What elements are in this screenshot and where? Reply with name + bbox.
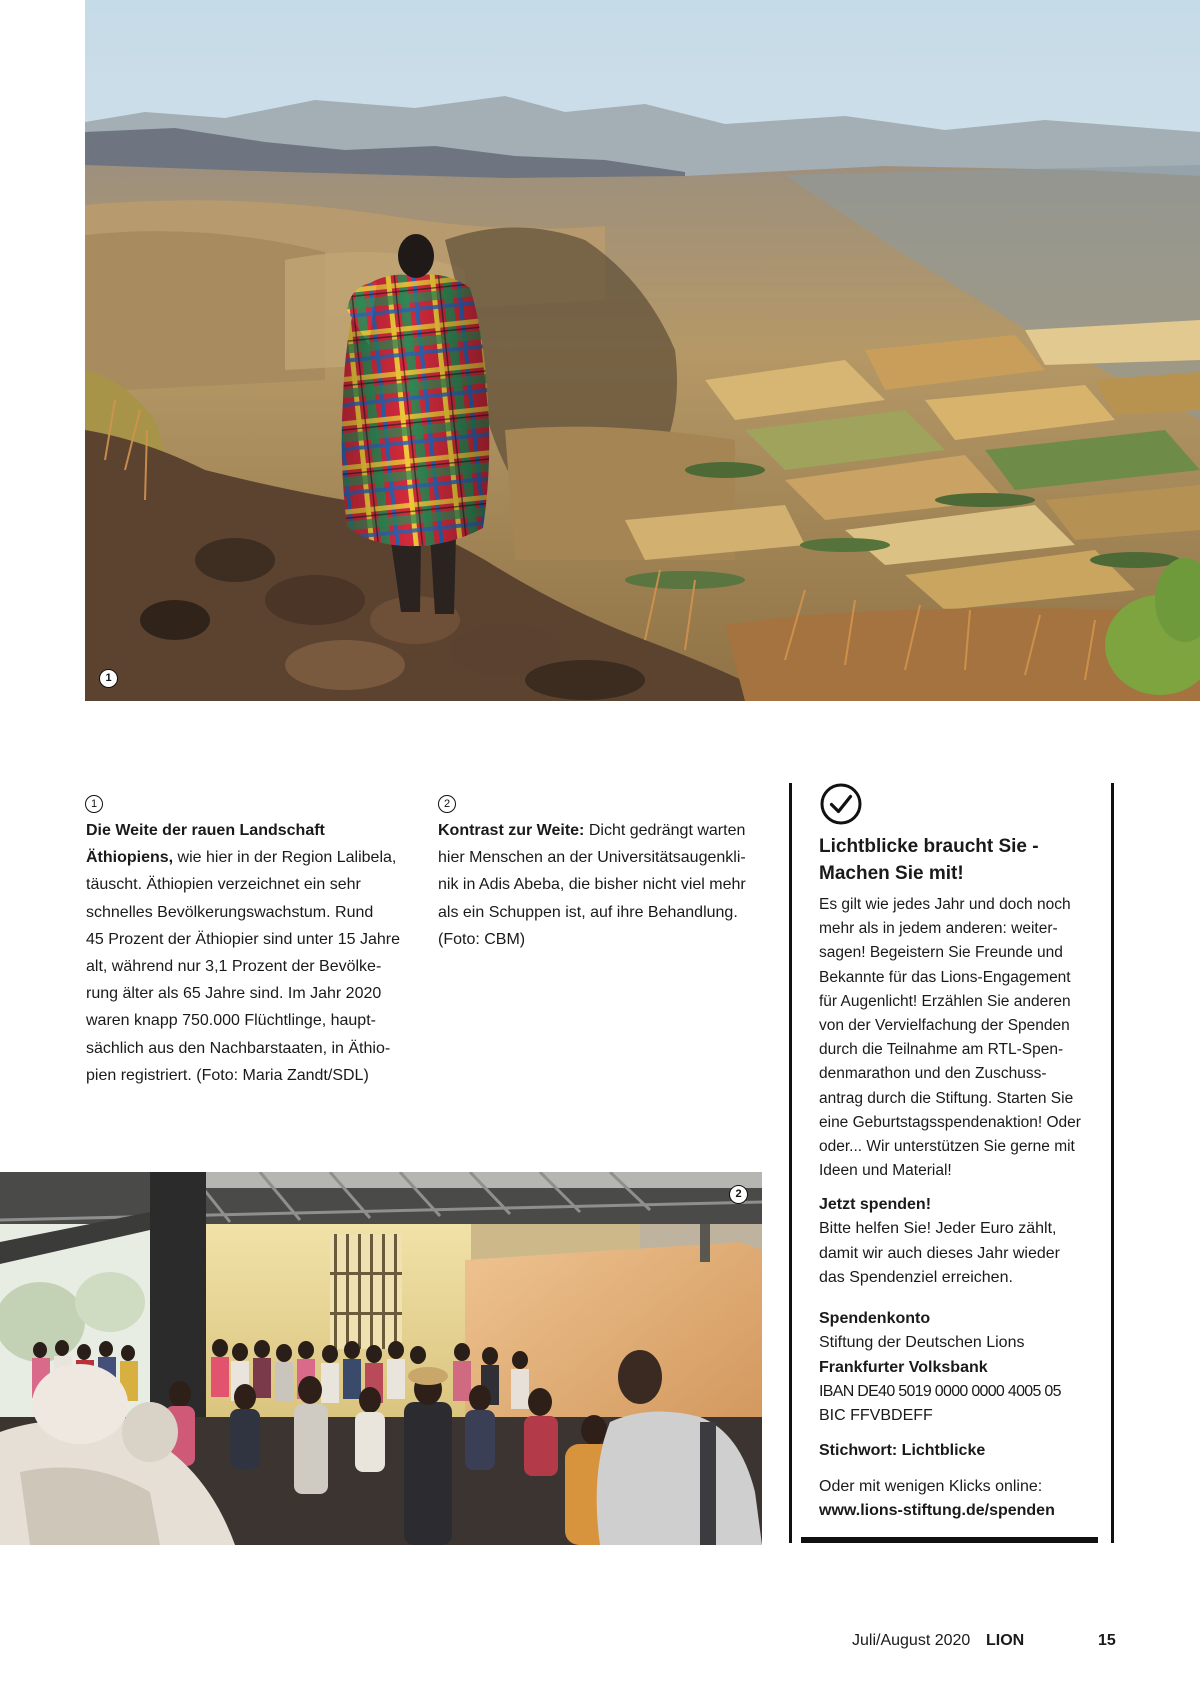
donate-call-to-action xyxy=(819,1193,1060,1290)
caption-1-line: rung älter als 65 Jahre sind. Im Jahr 2020 xyxy=(86,985,382,1003)
caption-2-line: nik in Adis Abeba, die bisher nicht viel mehr xyxy=(438,876,746,894)
bank-account-details xyxy=(819,1307,1061,1428)
box-heading xyxy=(819,833,1039,887)
box-heading-line: Machen Sie mit! xyxy=(819,863,964,884)
bank-name: Frankfurter Volksbank xyxy=(819,1358,988,1376)
online-label: Oder mit wenigen Klicks online: xyxy=(819,1478,1043,1495)
caption-1-lead-word: Äthiopiens, xyxy=(86,849,174,867)
box-body-line: mehr als in jedem anderen: weiter- xyxy=(819,920,1058,938)
box-body-line: Es gilt wie jedes Jahr und doch noch xyxy=(819,896,1071,913)
cta-line: das Spendenziel erreichen. xyxy=(819,1268,1013,1286)
caption-1-lead-line: Die Weite der rauen Landschaft xyxy=(86,822,325,839)
box-left-rule xyxy=(789,783,792,1543)
caption-1-text: wie hier in der Region Lalibela, xyxy=(173,849,397,867)
box-body-line: oder... Wir unterstützen Sie gerne mit xyxy=(819,1137,1075,1155)
box-body-line: antrag durch die Stiftung. Starten Sie xyxy=(819,1089,1074,1107)
iban: IBAN DE40 5019 0000 0000 4005 05 xyxy=(819,1382,1061,1400)
account-holder: Stiftung der Deutschen Lions xyxy=(819,1334,1025,1352)
caption-1-line: 45 Prozent der Äthiopier sind unter 15 Jahre xyxy=(86,930,400,948)
box-body-line: für Augenlicht! Erzählen Sie anderen xyxy=(819,992,1071,1010)
caption-2-line xyxy=(438,817,746,844)
caption-2 xyxy=(438,817,746,953)
cta-line: damit wir auch dieses Jahr wieder xyxy=(819,1244,1060,1262)
caption-1-line: pien registriert. (Foto: Maria Zandt/SDL) xyxy=(86,1066,369,1084)
box-bottom-bar xyxy=(801,1537,1098,1543)
box-body-line: durch die Teilnahme am RTL-Spen- xyxy=(819,1041,1064,1059)
online-donation xyxy=(819,1475,1055,1524)
checkmark-circle-icon xyxy=(819,782,863,826)
box-heading-line: Lichtblicke braucht Sie - xyxy=(819,836,1039,857)
page-number: 15 xyxy=(1098,1632,1116,1649)
box-body-line: Ideen und Material! xyxy=(819,1162,952,1180)
box-body-line: Bekannte für das Lions-Engagement xyxy=(819,968,1071,986)
box-body-line: sagen! Begeistern Sie Freunde und xyxy=(819,944,1063,962)
caption-2-text: Dicht gedrängt warten xyxy=(584,822,746,839)
box-body-line: eine Geburtstagsspendenaktion! Oder xyxy=(819,1113,1081,1131)
clinic-waiting-photo xyxy=(0,1172,762,1545)
cta-title: Jetzt spenden! xyxy=(819,1196,932,1213)
caption-1-line xyxy=(86,844,400,871)
box-body-line: von der Vervielfachung der Spenden xyxy=(819,1016,1070,1034)
magazine-name: LION xyxy=(986,1632,1025,1649)
keyword-line: Stichwort: Lichtblicke xyxy=(819,1442,986,1459)
caption-number-badge: 1 xyxy=(85,795,103,813)
box-body-text xyxy=(819,893,1081,1183)
account-label: Spendenkonto xyxy=(819,1310,931,1327)
donation-url: www.lions-stiftung.de/spenden xyxy=(819,1502,1055,1520)
caption-2-line: (Foto: CBM) xyxy=(438,930,526,948)
issue-date: Juli/August 2020 xyxy=(852,1632,971,1649)
caption-1-line: alt, während nur 3,1 Prozent der Bevölke- xyxy=(86,957,382,975)
bic: BIC FFVBDEFF xyxy=(819,1407,933,1425)
cta-line: Bitte helfen Sie! Jeder Euro zählt, xyxy=(819,1220,1057,1238)
caption-1-line: waren knapp 750.000 Flüchtlinge, haupt- xyxy=(86,1012,376,1030)
caption-2-line: als ein Schuppen ist, auf ihre Behandlung. xyxy=(438,903,738,921)
caption-1 xyxy=(86,817,400,1089)
caption-2-line: hier Menschen an der Universitätsaugenkli- xyxy=(438,849,746,867)
photo-number-badge: 1 xyxy=(99,669,118,688)
photo-number-badge: 2 xyxy=(729,1185,748,1204)
donation-keyword xyxy=(819,1439,985,1463)
box-right-rule xyxy=(1111,783,1114,1543)
caption-number-badge: 2 xyxy=(438,795,456,813)
caption-1-line: schnelles Bevölkerungswachstum. Rund xyxy=(86,903,374,921)
landscape-photo xyxy=(85,0,1200,701)
caption-2-lead: Kontrast zur Weite: xyxy=(438,822,585,839)
box-body-line: denmarathon und den Zuschuss- xyxy=(819,1065,1047,1083)
caption-1-line: täuscht. Äthiopien verzeichnet ein sehr xyxy=(86,876,361,894)
caption-1-line: sächlich aus den Nachbarstaaten, in Äthio- xyxy=(86,1039,391,1057)
